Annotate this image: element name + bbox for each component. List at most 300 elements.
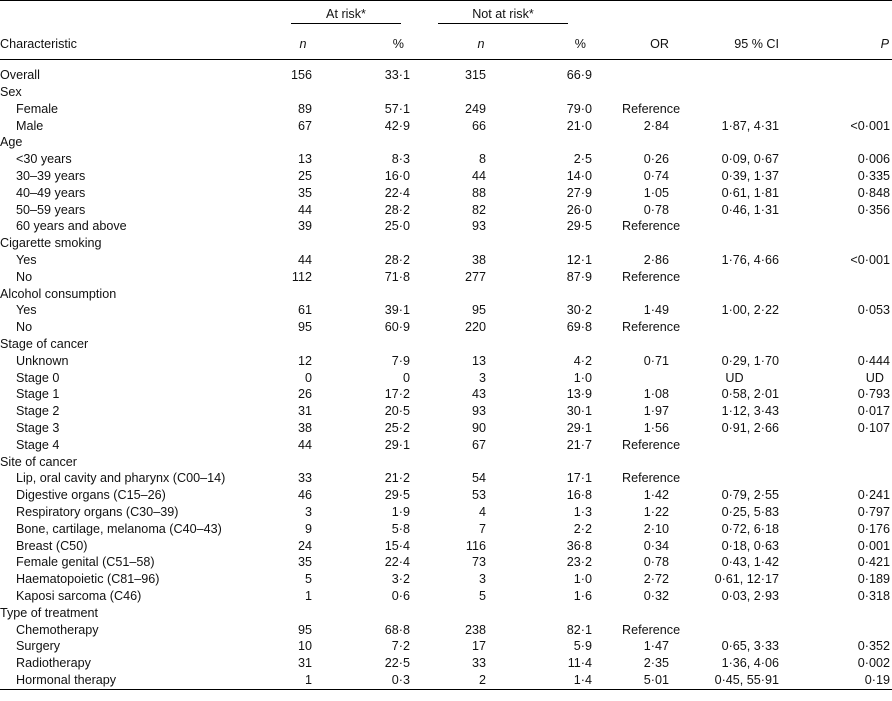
confidence-interval: 0·29, 1·70 — [721, 353, 779, 368]
not-at-risk-n: 13 — [471, 353, 486, 368]
table-row — [0, 252, 892, 269]
row-label: Type of treatment — [0, 605, 99, 620]
not-at-risk-pct — [512, 336, 594, 353]
table-row — [0, 118, 892, 135]
p-value: 0·176 — [857, 521, 890, 536]
at-risk-n: 10 — [297, 639, 312, 654]
at-risk-pct: 29·5 — [384, 488, 410, 503]
confidence-interval — [672, 60, 787, 85]
not-at-risk-pct: 1·6 — [573, 588, 592, 603]
confidence-interval: 1·36, 4·06 — [721, 656, 779, 671]
row-label: Stage 3 — [16, 420, 60, 435]
at-risk-pct: 22·4 — [384, 555, 410, 570]
row-label: <30 years — [16, 152, 72, 167]
p-value: 0·318 — [857, 588, 890, 603]
at-risk-n — [280, 286, 326, 303]
reference-label: Reference — [622, 437, 681, 452]
table-section-row — [0, 286, 892, 303]
odds-ratio: 5·01 — [594, 672, 672, 689]
odds-ratio: 2·84 — [643, 118, 669, 133]
at-risk-pct — [326, 235, 412, 252]
table-row — [0, 672, 892, 689]
odds-ratio: 2·86 — [643, 252, 669, 267]
at-risk-n: 1 — [280, 672, 326, 689]
p-value: 0·189 — [857, 572, 890, 587]
p-value: 0·356 — [857, 202, 890, 217]
row-label: No — [16, 269, 33, 284]
at-risk-pct: 39·1 — [384, 303, 410, 318]
at-risk-pct: 28·2 — [384, 202, 410, 217]
confidence-interval: 0·61, 12·17 — [714, 572, 779, 587]
odds-ratio: 1·05 — [643, 185, 669, 200]
not-at-risk-n: 3 — [478, 370, 486, 385]
p-value — [787, 60, 892, 85]
at-risk-n: 89 — [297, 101, 312, 116]
odds-ratio — [594, 84, 672, 101]
not-at-risk-pct: 2·2 — [573, 521, 592, 536]
not-at-risk-n: 66 — [471, 118, 486, 133]
row-label: Respiratory organs (C30–39) — [16, 504, 179, 519]
at-risk-n: 3 — [304, 504, 312, 519]
at-risk-pct: 0·3 — [326, 672, 412, 689]
at-risk-pct: 33·1 — [384, 67, 410, 82]
not-at-risk-n: 238 — [464, 622, 486, 637]
odds-ratio: 1·08 — [643, 387, 669, 402]
at-risk-n: 31 — [297, 404, 312, 419]
not-at-risk-n — [412, 605, 512, 622]
odds-ratio — [594, 134, 672, 151]
at-risk-pct — [326, 84, 412, 101]
odds-ratio: 0·32 — [643, 588, 669, 603]
not-at-risk-pct: 11·4 — [567, 656, 592, 671]
table-row — [0, 269, 892, 286]
p-value: 0·352 — [857, 639, 890, 654]
confidence-interval: 0·91, 2·66 — [721, 420, 779, 435]
row-label: Hormonal therapy — [0, 672, 280, 689]
confidence-interval: 0·25, 5·83 — [721, 504, 779, 519]
table-section-row — [0, 605, 892, 622]
not-at-risk-n: 116 — [465, 538, 486, 553]
not-at-risk-n — [412, 134, 512, 151]
odds-ratio: 1·42 — [643, 488, 669, 503]
odds-ratio: 0·71 — [643, 353, 669, 368]
at-risk-n: 44 — [297, 252, 312, 267]
not-at-risk-pct: 30·1 — [566, 404, 592, 419]
not-at-risk-n: 53 — [471, 488, 486, 503]
odds-ratio — [594, 605, 672, 622]
confidence-interval: 0·72, 6·18 — [721, 521, 779, 536]
at-risk-n: 5 — [304, 572, 312, 587]
confidence-interval: 1·12, 3·43 — [721, 404, 779, 419]
table-header — [0, 1, 892, 60]
odds-ratio: 2·10 — [643, 521, 669, 536]
row-label: Cigarette smoking — [0, 236, 102, 251]
not-at-risk-pct — [512, 454, 594, 471]
row-label: Bone, cartilage, melanoma (C40–43) — [16, 521, 222, 536]
odds-ratio — [594, 454, 672, 471]
table-row — [0, 655, 892, 672]
p-value: <0·001 — [850, 252, 890, 267]
not-at-risk-pct: 17·1 — [566, 471, 592, 486]
odds-ratio — [594, 235, 672, 252]
at-risk-pct: 22·5 — [384, 656, 410, 671]
table-section-row — [0, 84, 892, 101]
p-value — [787, 437, 892, 454]
odds-ratio: 2·72 — [643, 572, 669, 587]
table-section-row — [0, 60, 892, 85]
not-at-risk-n: 17 — [471, 639, 486, 654]
row-label: Haematopoietic (C81–96) — [16, 572, 160, 587]
confidence-interval — [672, 84, 787, 101]
not-at-risk-n: 67 — [471, 437, 486, 452]
table-row — [0, 151, 892, 168]
reference-label: Reference — [622, 622, 681, 637]
p-value: <0·001 — [850, 118, 890, 133]
table-body — [0, 60, 892, 690]
not-at-risk-n: 82 — [471, 202, 486, 217]
not-at-risk-n: 90 — [471, 420, 486, 435]
not-at-risk-n: 315 — [464, 67, 486, 82]
odds-ratio: 1·22 — [643, 504, 669, 519]
at-risk-n: 12 — [297, 353, 312, 368]
odds-ratio — [594, 370, 672, 387]
at-risk-pct — [326, 286, 412, 303]
not-at-risk-pct: 1·0 — [573, 572, 592, 587]
confidence-interval: UD — [725, 370, 744, 385]
row-label: 50–59 years — [16, 202, 86, 217]
not-at-risk-pct: 16·8 — [566, 488, 592, 503]
p-value — [787, 218, 892, 235]
row-label: Stage 0 — [16, 370, 60, 385]
at-risk-n: 31 — [297, 656, 312, 671]
not-at-risk-n: 88 — [471, 185, 486, 200]
row-label: Digestive organs (C15–26) — [16, 488, 166, 503]
at-risk-pct: 3·2 — [391, 572, 410, 587]
not-at-risk-pct: 87·9 — [566, 269, 592, 284]
at-risk-pct: 8·3 — [391, 152, 410, 167]
confidence-interval: 1·76, 4·66 — [721, 252, 779, 267]
not-at-risk-pct: 29·1 — [566, 420, 592, 435]
table-row — [0, 470, 892, 487]
at-risk-n — [280, 235, 326, 252]
not-at-risk-n: 38 — [471, 252, 486, 267]
at-risk-n: 33 — [297, 471, 312, 486]
p-value — [787, 470, 892, 487]
at-risk-n: 1 — [304, 588, 312, 603]
at-risk-pct: 7·9 — [391, 353, 410, 368]
p-value: 0·19 — [787, 672, 892, 689]
row-label: Stage 2 — [16, 404, 60, 419]
pct-not-at-risk-header: % — [512, 29, 594, 60]
table-row — [0, 168, 892, 185]
not-at-risk-n: 73 — [471, 555, 486, 570]
at-risk-n — [280, 134, 326, 151]
at-risk-pct — [326, 134, 412, 151]
table-section-row — [0, 235, 892, 252]
p-value: 0·001 — [857, 538, 890, 553]
at-risk-pct: 20·5 — [384, 404, 410, 419]
odds-ratio: 0·78 — [643, 202, 669, 217]
row-label: Age — [0, 135, 23, 150]
at-risk-n: 95 — [297, 622, 312, 637]
row-label: Stage 4 — [16, 437, 60, 452]
row-label: 60 years and above — [16, 219, 127, 234]
row-label: Alcohol consumption — [0, 286, 117, 301]
at-risk-n — [280, 605, 326, 622]
not-at-risk-pct: 23·2 — [566, 555, 592, 570]
odds-ratio: 0·78 — [643, 555, 669, 570]
at-risk-n: 67 — [297, 118, 312, 133]
at-risk-n: 0 — [304, 370, 312, 385]
row-label: 30–39 years — [16, 168, 86, 183]
not-at-risk-group — [412, 1, 594, 29]
table-row — [0, 420, 892, 437]
reference-label: Reference — [622, 471, 681, 486]
row-label: Overall — [0, 67, 40, 82]
row-label: No — [16, 320, 33, 335]
odds-ratio: 0·74 — [643, 168, 669, 183]
p-value: 0·006 — [857, 152, 890, 167]
at-risk-n: 35 — [297, 185, 312, 200]
odds-ratio — [594, 286, 672, 303]
row-label: Kaposi sarcoma (C46) — [16, 588, 142, 603]
at-risk-pct — [326, 454, 412, 471]
confidence-interval: 0·46, 1·31 — [721, 202, 779, 217]
row-label: Surgery — [16, 639, 61, 654]
not-at-risk-n: 2 — [412, 672, 512, 689]
not-at-risk-pct: 1·3 — [573, 504, 592, 519]
table-row — [0, 571, 892, 588]
p-value — [787, 454, 892, 471]
confidence-interval: 0·61, 1·81 — [721, 185, 779, 200]
not-at-risk-n: 277 — [464, 269, 486, 284]
odds-ratio: 0·26 — [643, 152, 669, 167]
row-label: Lip, oral cavity and pharynx (C00–14) — [16, 471, 226, 486]
odds-ratio: 1·49 — [643, 303, 669, 318]
reference-label: Reference — [622, 101, 681, 116]
at-risk-n: 24 — [297, 538, 312, 553]
not-at-risk-n — [412, 336, 512, 353]
row-label: Unknown — [16, 353, 69, 368]
row-label: Male — [16, 118, 44, 133]
p-header: P — [787, 29, 892, 60]
p-value: UD — [865, 370, 884, 385]
table-section-row — [0, 134, 892, 151]
at-risk-n: 112 — [291, 269, 312, 284]
reference-label: Reference — [622, 269, 681, 284]
table-row — [0, 353, 892, 370]
p-value: 0·444 — [857, 353, 890, 368]
at-risk-group — [280, 1, 412, 29]
confidence-interval — [672, 235, 787, 252]
table-row — [0, 218, 892, 235]
odds-ratio — [594, 336, 672, 353]
not-at-risk-pct: 1·0 — [573, 370, 592, 385]
row-label: Female — [16, 101, 58, 116]
not-at-risk-n: 93 — [471, 404, 486, 419]
p-value: 0·848 — [857, 185, 890, 200]
not-at-risk-pct: 13·9 — [566, 387, 592, 402]
not-at-risk-n: 5 — [478, 588, 486, 603]
not-at-risk-pct — [512, 286, 594, 303]
not-at-risk-n: 4 — [478, 504, 486, 519]
odds-ratio: 0·34 — [643, 538, 669, 553]
table-row — [0, 101, 892, 118]
row-label: Yes — [16, 252, 37, 267]
table-row — [0, 638, 892, 655]
not-at-risk-n — [412, 286, 512, 303]
at-risk-pct: 7·2 — [391, 639, 410, 654]
column-header-row — [0, 29, 892, 60]
p-value: 0·335 — [857, 168, 890, 183]
p-value — [787, 235, 892, 252]
not-at-risk-n: 44 — [471, 168, 486, 183]
row-label: Chemotherapy — [16, 622, 99, 637]
p-value: 0·421 — [857, 555, 890, 570]
not-at-risk-pct — [512, 235, 594, 252]
at-risk-n: 9 — [304, 521, 312, 536]
at-risk-pct — [326, 336, 412, 353]
at-risk-pct: 25·0 — [384, 219, 410, 234]
table-row — [0, 487, 892, 504]
at-risk-pct: 42·9 — [384, 118, 410, 133]
odds-ratio — [594, 60, 672, 85]
confidence-interval: 0·03, 2·93 — [721, 588, 779, 603]
at-risk-pct: 0·6 — [391, 588, 410, 603]
ci-header: 95 % CI — [672, 29, 787, 60]
characteristic-header: Characteristic — [0, 29, 280, 60]
not-at-risk-pct: 21·7 — [566, 437, 592, 452]
not-at-risk-pct — [512, 134, 594, 151]
row-label: Stage of cancer — [0, 336, 89, 351]
p-value: 0·053 — [857, 303, 890, 318]
p-value: 0·107 — [857, 420, 890, 435]
confidence-interval — [672, 134, 787, 151]
not-at-risk-pct: 4·2 — [573, 353, 592, 368]
confidence-interval: 0·45, 55·91 — [672, 672, 787, 689]
at-risk-pct: 15·4 — [384, 538, 410, 553]
at-risk-pct: 1·9 — [391, 504, 410, 519]
not-at-risk-n: 220 — [464, 320, 486, 335]
confidence-interval: 0·39, 1·37 — [721, 168, 779, 183]
reference-label: Reference — [622, 219, 681, 234]
row-label: Female genital (C51–58) — [16, 555, 155, 570]
table-row — [0, 521, 892, 538]
not-at-risk-n: 95 — [471, 303, 486, 318]
at-risk-label: At risk* — [291, 5, 401, 24]
at-risk-n: 25 — [297, 168, 312, 183]
table-row — [0, 403, 892, 420]
confidence-interval — [672, 286, 787, 303]
confidence-interval — [672, 605, 787, 622]
confidence-interval: 0·58, 2·01 — [721, 387, 779, 402]
at-risk-pct: 71·8 — [384, 269, 410, 284]
not-at-risk-n: 3 — [478, 572, 486, 587]
p-value: 0·002 — [857, 656, 890, 671]
at-risk-pct: 28·2 — [384, 252, 410, 267]
not-at-risk-n: 54 — [471, 471, 486, 486]
not-at-risk-pct: 82·1 — [566, 622, 592, 637]
at-risk-n: 46 — [297, 488, 312, 503]
at-risk-pct: 17·2 — [384, 387, 410, 402]
not-at-risk-pct: 2·5 — [573, 152, 592, 167]
p-value: 0·017 — [857, 404, 890, 419]
table-row — [0, 302, 892, 319]
not-at-risk-n: 43 — [471, 387, 486, 402]
not-at-risk-n: 249 — [464, 101, 486, 116]
at-risk-pct: 29·1 — [384, 437, 410, 452]
at-risk-pct: 68·8 — [384, 622, 410, 637]
p-value — [787, 622, 892, 639]
not-at-risk-pct: 26·0 — [566, 202, 592, 217]
p-value: 0·241 — [857, 488, 890, 503]
at-risk-n: 61 — [297, 303, 312, 318]
confidence-interval — [672, 336, 787, 353]
at-risk-n: 44 — [297, 437, 312, 452]
odds-ratio: 1·97 — [643, 404, 669, 419]
not-at-risk-pct: 5·9 — [573, 639, 592, 654]
at-risk-n — [280, 84, 326, 101]
not-at-risk-n — [412, 84, 512, 101]
not-at-risk-pct: 66·9 — [566, 67, 592, 82]
row-label: Stage 1 — [16, 387, 60, 402]
confidence-interval — [672, 454, 787, 471]
row-label: 40–49 years — [16, 185, 86, 200]
odds-ratio: 1·47 — [643, 639, 669, 654]
not-at-risk-pct: 69·8 — [566, 320, 592, 335]
table-row — [0, 538, 892, 555]
not-at-risk-label: Not at risk* — [438, 5, 568, 24]
at-risk-n: 26 — [297, 387, 312, 402]
at-risk-pct: 57·1 — [384, 101, 410, 116]
p-value — [787, 101, 892, 118]
confidence-interval: 0·65, 3·33 — [721, 639, 779, 654]
table-section-row — [0, 454, 892, 471]
at-risk-pct: 60·9 — [384, 320, 410, 335]
p-value — [787, 319, 892, 336]
at-risk-n: 95 — [297, 320, 312, 335]
at-risk-n: 39 — [297, 219, 312, 234]
confidence-interval: 0·18, 0·63 — [721, 538, 779, 553]
table-row — [0, 622, 892, 639]
row-label: Breast (C50) — [16, 538, 88, 553]
not-at-risk-pct: 14·0 — [566, 168, 592, 183]
not-at-risk-pct — [512, 605, 594, 622]
table-row — [0, 185, 892, 202]
at-risk-n: 44 — [297, 202, 312, 217]
table-row — [0, 202, 892, 219]
not-at-risk-n: 33 — [471, 656, 486, 671]
not-at-risk-n: 7 — [478, 521, 486, 536]
reference-label: Reference — [622, 320, 681, 335]
row-label: Sex — [0, 85, 22, 99]
table-section-row — [0, 336, 892, 353]
not-at-risk-pct: 79·0 — [566, 101, 592, 116]
table-row — [0, 370, 892, 387]
p-value: 0·797 — [857, 504, 890, 519]
not-at-risk-pct: 21·0 — [566, 118, 592, 133]
p-value — [787, 269, 892, 286]
table-row — [0, 319, 892, 336]
not-at-risk-n — [412, 454, 512, 471]
at-risk-pct: 21·2 — [384, 471, 410, 486]
not-at-risk-pct: 12·1 — [566, 252, 592, 267]
row-label: Radiotherapy — [16, 656, 91, 671]
not-at-risk-pct: 36·8 — [566, 538, 592, 553]
at-risk-n: 35 — [297, 555, 312, 570]
not-at-risk-pct: 1·4 — [512, 672, 594, 689]
table-row — [0, 554, 892, 571]
